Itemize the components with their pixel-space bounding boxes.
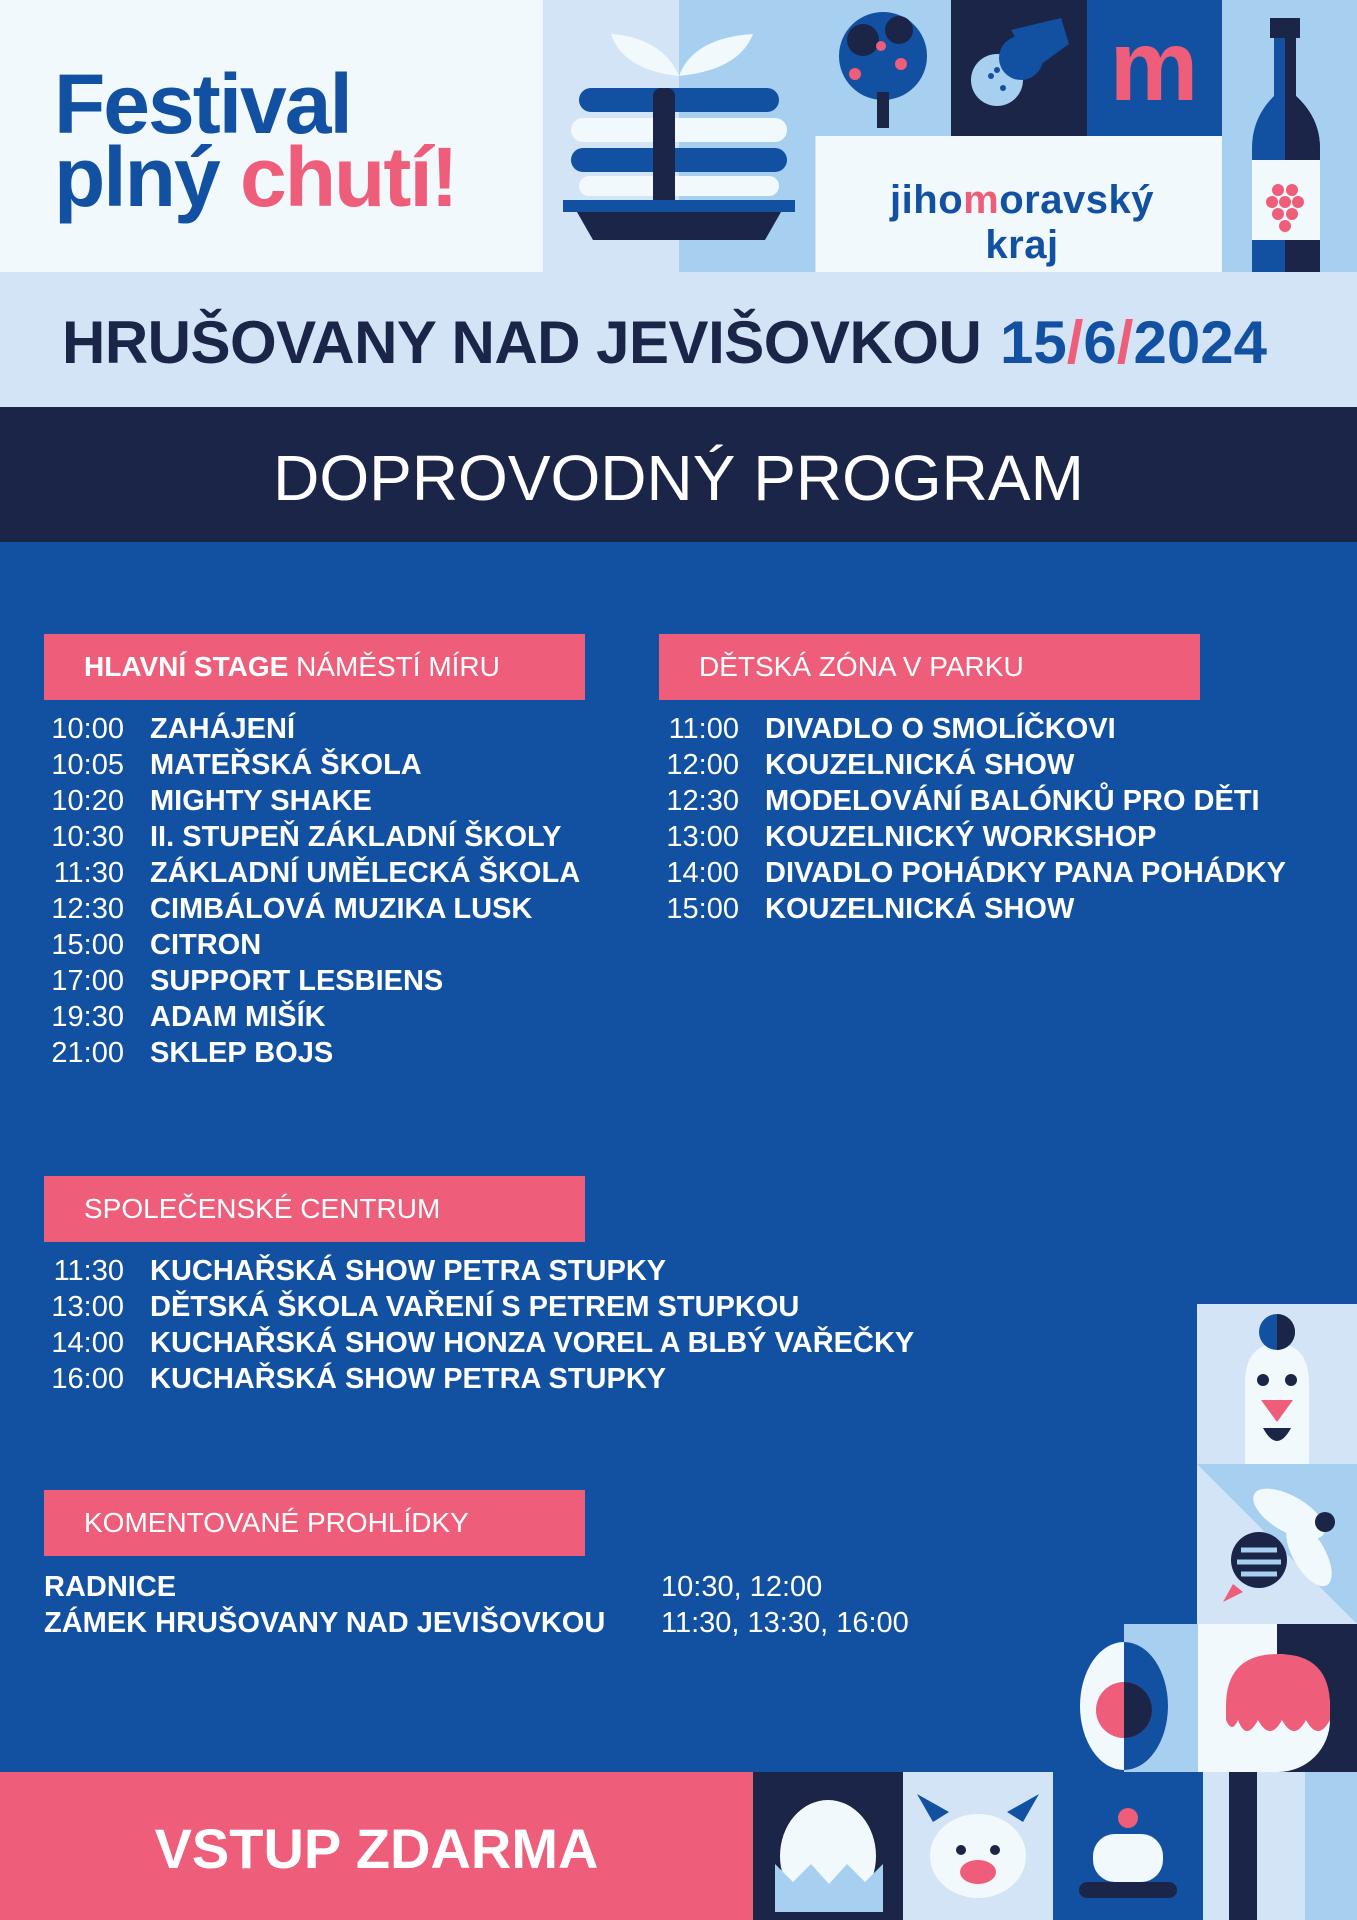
main-stage-row — [44, 747, 644, 783]
community-centre-event: KUCHAŘSKÁ SHOW PETRA STUPKY — [150, 1255, 667, 1287]
wine-bottle-illustration — [1222, 0, 1357, 272]
main-stage-schedule — [44, 711, 644, 1071]
community-centre-time: 14:00 — [51, 1327, 124, 1359]
main-stage-time: 10:20 — [51, 785, 124, 817]
kids-zone-event: DIVADLO O SMOLÍČKOVI — [765, 713, 1116, 745]
main-stage-time: 10:30 — [51, 821, 124, 853]
main-stage-event: ADAM MIŠÍK — [150, 1001, 326, 1033]
guided-tours-label: KOMENTOVANÉ PROHLÍDKY — [44, 1490, 585, 1556]
title-word-plny: plný — [54, 130, 219, 224]
main-stage-event: ZAHÁJENÍ — [150, 713, 296, 745]
region-logo — [852, 178, 1192, 268]
community-centre-row — [44, 1289, 944, 1325]
main-stage-time: 21:00 — [51, 1037, 124, 1069]
logo-prefix: jiho — [890, 178, 964, 222]
main-stage-row — [44, 891, 644, 927]
rooster-illustration — [1197, 1304, 1357, 1464]
brand-m-tile — [1087, 0, 1222, 136]
community-centre-event: DĚTSKÁ ŠKOLA VAŘENÍ S PETREM STUPKOU — [150, 1291, 800, 1323]
apple-tree-illustration — [815, 0, 951, 136]
location-bar — [0, 272, 1357, 407]
main-stage-row — [44, 855, 644, 891]
location-name: HRUŠOVANY NAD JEVIŠOVKOU — [62, 309, 982, 376]
guided-tour-name: ZÁMEK HRUŠOVANY NAD JEVIŠOVKOU — [44, 1607, 606, 1639]
kids-zone-event: DIVADLO POHÁDKY PANA POHÁDKY — [765, 857, 1286, 889]
community-centre-event: KUCHAŘSKÁ SHOW PETRA STUPKY — [150, 1363, 667, 1395]
free-entry-bar — [0, 1772, 753, 1920]
community-centre-row — [44, 1325, 944, 1361]
community-centre-row — [44, 1361, 944, 1397]
main-stage-event: II. STUPEŇ ZÁKLADNÍ ŠKOLY — [150, 821, 562, 853]
kids-zone-row — [659, 783, 1349, 819]
main-stage-row — [44, 963, 644, 999]
program-title: DOPROVODNÝ PROGRAM — [273, 442, 1084, 514]
kids-zone-row — [659, 711, 1349, 747]
main-stage-event: MATEŘSKÁ ŠKOLA — [150, 749, 422, 781]
main-stage-event: SKLEP BOJS — [150, 1037, 334, 1069]
main-stage-label-bold: HLAVNÍ STAGE — [84, 651, 289, 682]
main-stage-event: ZÁKLADNÍ UMĚLECKÁ ŠKOLA — [150, 857, 581, 889]
main-stage-event: CITRON — [150, 929, 262, 961]
guided-tour-name: RADNICE — [44, 1571, 177, 1603]
region-logo-box — [816, 136, 1222, 272]
free-entry-text: VSTUP ZDARMA — [154, 1817, 599, 1880]
guided-tours-schedule — [44, 1569, 944, 1641]
header — [0, 0, 1357, 272]
main-stage-time: 15:00 — [51, 929, 124, 961]
community-centre-label: SPOLEČENSKÉ CENTRUM — [44, 1176, 585, 1242]
logo-m: m — [963, 178, 1000, 222]
main-stage-time: 12:30 — [51, 893, 124, 925]
main-stage-row — [44, 819, 644, 855]
festival-title-line2 — [54, 130, 457, 224]
program-bar — [0, 407, 1357, 542]
date-day: 15 — [1000, 309, 1067, 376]
main-stage-time: 11:30 — [53, 857, 124, 889]
main-stage-time: 10:00 — [51, 713, 124, 745]
title-box — [0, 0, 543, 272]
kids-zone-schedule — [659, 711, 1349, 927]
logo-suffix: oravský kraj — [985, 178, 1154, 267]
kids-zone-row — [659, 747, 1349, 783]
main-stage-row — [44, 711, 644, 747]
main-stage-time: 10:05 — [51, 749, 124, 781]
guided-tour-row — [44, 1605, 944, 1641]
community-centre-schedule — [44, 1253, 944, 1397]
main-stage-time: 17:00 — [51, 965, 124, 997]
community-centre-time: 16:00 — [51, 1363, 124, 1395]
community-centre-time: 13:00 — [51, 1291, 124, 1323]
pancake-stack-illustration — [543, 0, 815, 272]
food-icons-strip — [753, 1772, 1357, 1920]
kids-zone-event: KOUZELNICKÝ WORKSHOP — [765, 821, 1157, 853]
kids-zone-label: DĚTSKÁ ZÓNA V PARKU — [659, 634, 1200, 700]
date-year: 2024 — [1133, 309, 1267, 376]
main-stage-row — [44, 1035, 644, 1071]
kids-zone-event: KOUZELNICKÁ SHOW — [765, 893, 1075, 925]
date-separator: / — [1116, 309, 1134, 376]
kids-zone-event: MODELOVÁNÍ BALÓNKŮ PRO DĚTI — [765, 785, 1260, 817]
kids-zone-time: 12:30 — [666, 785, 739, 817]
event-date — [1000, 308, 1267, 377]
bee-illustration — [1197, 1464, 1357, 1624]
brand-m-letter: m — [1109, 10, 1199, 122]
main-stage-event: MIGHTY SHAKE — [150, 785, 372, 817]
guided-tour-row — [44, 1569, 944, 1605]
main-stage-row — [44, 927, 644, 963]
main-stage-event: CIMBÁLOVÁ MUZIKA LUSK — [150, 893, 533, 925]
kids-zone-time: 14:00 — [666, 857, 739, 889]
kids-zone-row — [659, 819, 1349, 855]
main-stage-row — [44, 783, 644, 819]
guided-tour-times: 10:30, 12:00 — [661, 1571, 823, 1603]
date-separator: / — [1066, 309, 1084, 376]
guided-tour-times: 11:30, 13:30, 16:00 — [661, 1607, 909, 1639]
kids-zone-time: 11:00 — [668, 713, 739, 745]
community-centre-event: KUCHAŘSKÁ SHOW HONZA VOREL A BLBÝ VAŘEČKY — [150, 1327, 915, 1359]
kids-zone-time: 15:00 — [666, 893, 739, 925]
date-month: 6 — [1083, 309, 1117, 376]
kids-zone-time: 12:00 — [666, 749, 739, 781]
kids-zone-row — [659, 891, 1349, 927]
kids-zone-event: KOUZELNICKÁ SHOW — [765, 749, 1075, 781]
title-word-chuti: chutí! — [240, 130, 457, 224]
festival-title-line1: Festival — [54, 57, 351, 151]
egg-and-popsicle-illustration — [1050, 1624, 1357, 1772]
kids-zone-time: 13:00 — [666, 821, 739, 853]
main-stage-label — [44, 634, 585, 700]
main-stage-row — [44, 999, 644, 1035]
main-stage-label-rest: NÁMĚSTÍ MÍRU — [296, 651, 500, 682]
main-stage-time: 19:30 — [51, 1001, 124, 1033]
community-centre-row — [44, 1253, 944, 1289]
community-centre-time: 11:30 — [53, 1255, 124, 1287]
sausage-illustration — [951, 0, 1087, 136]
kids-zone-row — [659, 855, 1349, 891]
main-stage-event: SUPPORT LESBIENS — [150, 965, 444, 997]
